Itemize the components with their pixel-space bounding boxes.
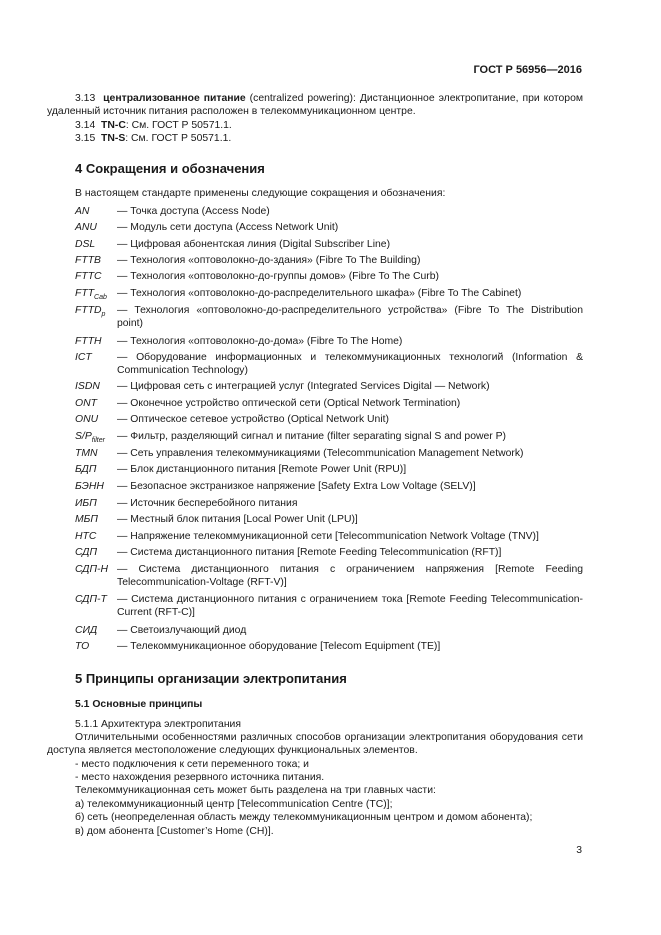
definition-number: 3.13 <box>75 93 96 104</box>
abbreviation-term: FTTH <box>75 336 102 347</box>
list-item-b: б) сеть (неопределенная область между телекоммуникационным центром и домом абонента); <box>75 812 533 823</box>
abbreviation-term: НТС <box>75 531 97 542</box>
section-5-title: 5 Принципы организации электропитания <box>75 671 347 686</box>
section-4-title: 4 Сокращения и обозначения <box>75 161 265 176</box>
abbreviation-definition: — Технология «оптоволокно-до-распределительного шкафа» (Fibre To The Cabinet) <box>117 288 522 299</box>
abbreviation-definition: — Оборудование информационных и телекоммуникационных технологий (Information & Communication Technology) <box>117 352 583 376</box>
definition-number: 3.14 <box>75 120 96 131</box>
abbreviation-term: $FTTD_p$ <box>75 305 106 318</box>
section-4-intro: В настоящем стандарте применены следующие сокращения и обозначения: <box>75 188 446 199</box>
document-header: ГОСТ Р 56956—2016 <box>473 64 582 76</box>
abbreviation-definition: — Технология «оптоволокно-до-здания» (Fibre To The Building) <box>117 255 421 266</box>
definition-3-14 <box>47 119 583 132</box>
definition-3-15 <box>47 132 583 145</box>
abbreviation-definition: — Местный блок питания [Local Power Unit (LPU)] <box>117 514 358 525</box>
abbreviation-definition: — Источник бесперебойного питания <box>117 498 298 509</box>
abbreviation-term: $S/P_{filter}$ <box>75 431 105 444</box>
abbreviation-definition: — Телекоммуникационное оборудование [Telecom Equipment (TE)] <box>117 641 441 652</box>
definition-text: (centralized powering): Дистанционное электропитание, при котором удаленный источник питания расположен в телекоммуникационном центре. <box>47 93 583 117</box>
abbreviation-subscript: Cab <box>94 294 107 301</box>
abbreviation-term: ONT <box>75 398 97 409</box>
list-item-backup-source: - место нахождения резервного источника питания. <box>75 772 325 783</box>
definition-text: : См. ГОСТ Р 50571.1. <box>125 120 232 131</box>
definition-text: : См. ГОСТ Р 50571.1. <box>125 133 232 144</box>
abbreviation-definition: — Система дистанционного питания [Remote Feeding Telecommunication (RFT)] <box>117 547 502 558</box>
abbreviation-term: СДП-Т <box>75 594 107 605</box>
abbreviation-definition: — Светоизлучающий диод <box>117 625 247 636</box>
abbreviation-term: БЭНН <box>75 481 104 492</box>
abbreviation-term: БДП <box>75 464 97 475</box>
abbreviation-definition: — Цифровая абонентская линия (Digital Subscriber Line) <box>117 239 391 250</box>
abbreviation-term: ISDN <box>75 381 100 392</box>
definition-term: централизованное питание <box>103 93 246 104</box>
abbreviation-definition: — Технология «оптоволокно-до-распределительного устройства» (Fibre To The Distribution point) <box>117 305 583 329</box>
abbreviation-term: TMN <box>75 448 98 459</box>
abbreviation-definition: — Модуль сети доступа (Access Network Unit) <box>117 222 339 233</box>
definition-term: TN-C <box>101 120 126 131</box>
abbreviation-term: DSL <box>75 239 96 250</box>
subsection-5-1-title: 5.1 Основные принципы <box>75 699 203 710</box>
list-item-ac-connection: - место подключения к сети переменного тока; и <box>75 759 309 770</box>
abbreviation-term: FTTB <box>75 255 101 266</box>
definition-term: TN-S <box>101 133 126 144</box>
abbreviation-definition: — Фильтр, разделяющий сигнал и питание (filter separating signal S and power P) <box>117 431 507 442</box>
abbreviation-definition: — Технология «оптоволокно-до-группы домов» (Fibre To The Curb) <box>117 271 439 282</box>
abbreviation-term: СДП <box>75 547 98 558</box>
definition-number: 3.15 <box>75 133 96 144</box>
paragraph-features: Отличительными особенностями различных способов организации электропитания оборудования сети доступа является местоположение следующих функциональных элементов. <box>47 732 583 756</box>
abbreviation-subscript: filter <box>91 437 105 444</box>
abbreviation-definition: — Блок дистанционного питания [Remote Power Unit (RPU)] <box>117 464 407 475</box>
abbreviation-term: ICT <box>75 352 92 363</box>
abbreviation-term: ONU <box>75 414 99 425</box>
abbreviation-definition: — Система дистанционного питания с ограничением напряжения [Remote Feeding Telecommunication-Voltage (RFT-V)] <box>117 564 583 588</box>
abbreviation-definition: — Цифровая сеть с интеграцией услуг (Integrated Services Digital — Network) <box>117 381 490 392</box>
abbreviation-term: $FTT_{Cab}$ <box>75 288 107 301</box>
abbreviation-subscript: p <box>101 311 106 318</box>
page-number: 3 <box>576 845 582 856</box>
abbreviation-definition: — Напряжение телекоммуникационной сети [Telecommunication Network Voltage (TNV)] <box>117 531 539 542</box>
abbreviation-definition: — Система дистанционного питания с ограничением тока [Remote Feeding Telecommunication-Current (RFT-C)] <box>117 594 583 618</box>
list-item-a: а) телекоммуникационный центр [Telecommunication Centre (TC)]; <box>75 799 393 810</box>
abbreviation-term: FTTC <box>75 271 102 282</box>
list-item-c: в) дом абонента [Customer’s Home (CH)]. <box>75 826 274 837</box>
abbreviation-term: AN <box>75 206 90 217</box>
abbreviation-term: СДП-Н <box>75 564 108 575</box>
paragraph-network-parts: Телекоммуникационная сеть может быть разделена на три главных части: <box>75 785 436 796</box>
abbreviation-definition: — Безопасное экстранизкое напряжение [Safety Extra Low Voltage (SELV)] <box>117 481 476 492</box>
abbreviation-definition: — Сеть управления телекоммуникациями (Telecommunication Management Network) <box>117 448 524 459</box>
abbreviation-definition: — Оконечное устройство оптической сети (Optical Network Termination) <box>117 398 461 409</box>
abbreviation-term: ТО <box>75 641 90 652</box>
abbreviation-term: ANU <box>75 222 97 233</box>
abbreviation-term: ИБП <box>75 498 97 509</box>
abbreviation-term: СИД <box>75 625 98 636</box>
abbreviation-definition: — Точка доступа (Access Node) <box>117 206 270 217</box>
abbreviation-definition: — Технология «оптоволокно-до-дома» (Fibre To The Home) <box>117 336 403 347</box>
paragraph-5-1-1: 5.1.1 Архитектура электропитания <box>75 719 241 730</box>
abbreviation-term: МБП <box>75 514 98 525</box>
definition-3-13 <box>47 92 583 118</box>
abbreviation-definition: — Оптическое сетевое устройство (Optical Network Unit) <box>117 414 389 425</box>
